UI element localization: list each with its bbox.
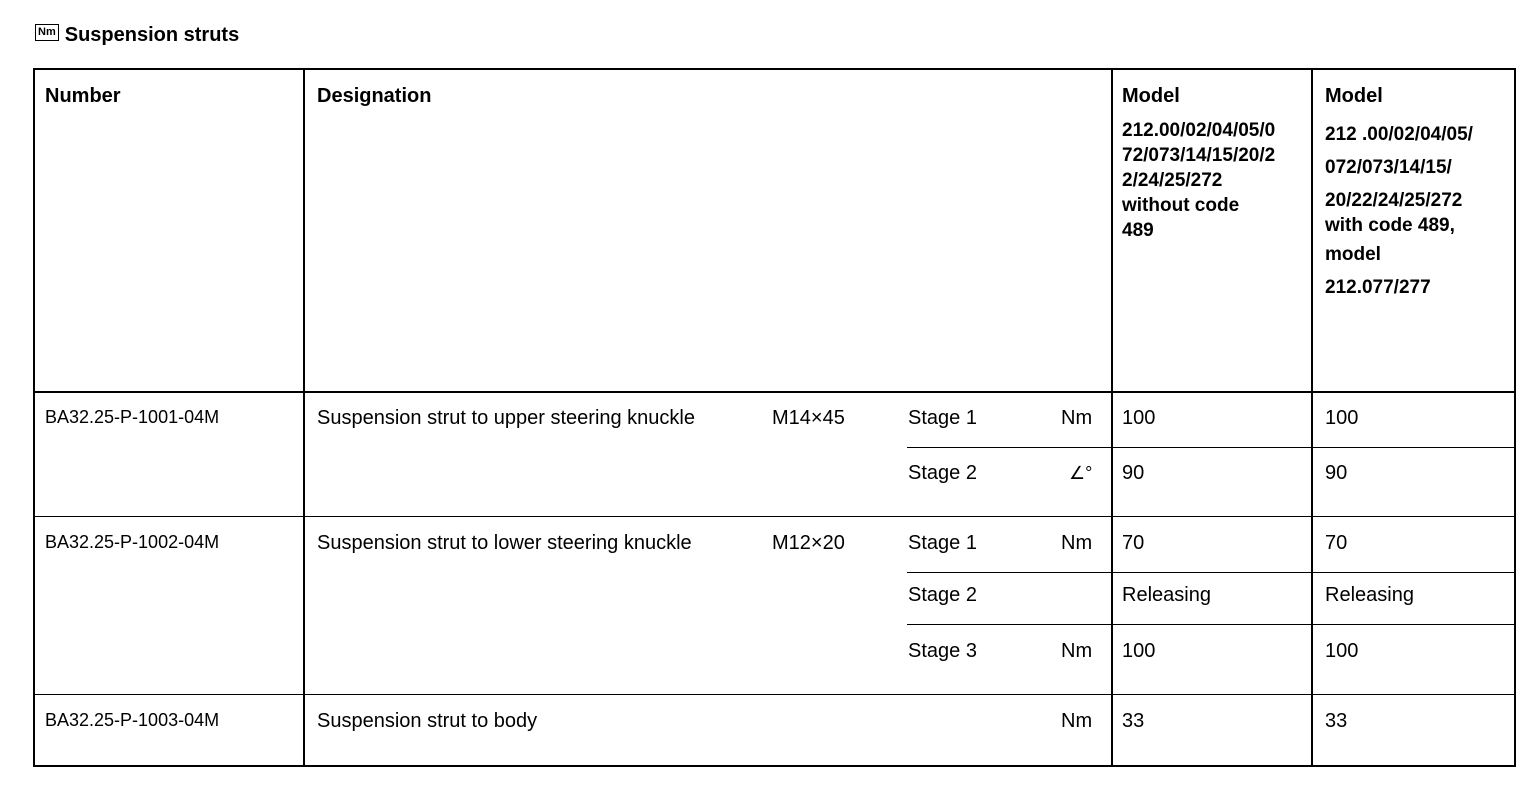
header-model-1: Model	[1122, 85, 1180, 107]
model-2-value: 100	[1325, 640, 1359, 662]
header-number: Number	[45, 85, 121, 107]
header-model-1-detail	[1122, 118, 1275, 243]
column-divider	[1111, 70, 1113, 765]
model-2-value: 90	[1325, 462, 1348, 484]
unit-label: Nm	[1061, 532, 1093, 554]
model-1-value: 100	[1122, 640, 1156, 662]
torque-table	[33, 68, 1516, 767]
row-divider	[35, 516, 1514, 517]
row-designation: Suspension strut to upper steering knuckle	[317, 407, 695, 429]
stage-label: Stage 2	[908, 462, 977, 484]
page-title: Suspension struts	[64, 23, 240, 46]
model-1-detail-line: 72/073/14/15/20/2	[1122, 145, 1276, 166]
model-1-value: 90	[1122, 462, 1145, 484]
model-1-value: Releasing	[1122, 584, 1211, 606]
header-model-2: Model	[1325, 85, 1383, 107]
row-number: BA32.25-P-1003-04M	[45, 710, 220, 730]
model-2-value: 33	[1325, 710, 1348, 732]
unit-label: Nm	[1061, 640, 1093, 662]
row-divider	[35, 694, 1514, 695]
header-model-2-detail	[1325, 118, 1473, 304]
model-1-detail-line: 212.00/02/04/05/0	[1122, 120, 1276, 141]
row-divider	[907, 572, 1514, 573]
row-thread: M14×45	[772, 407, 845, 429]
row-divider	[907, 447, 1514, 448]
header-divider	[35, 391, 1514, 393]
page-heading	[35, 20, 239, 50]
unit-label: Nm	[1061, 407, 1093, 429]
model-2-detail-line: 212.077/277	[1325, 277, 1431, 298]
model-1-detail-line: without code	[1122, 195, 1240, 216]
model-2-value: 100	[1325, 407, 1359, 429]
model-1-detail-line: 489	[1122, 220, 1154, 241]
model-1-value: 100	[1122, 407, 1156, 429]
row-number: BA32.25-P-1001-04M	[45, 407, 220, 427]
model-2-detail-line: model	[1325, 244, 1381, 265]
model-2-value: Releasing	[1325, 584, 1414, 606]
model-2-detail-line: 072/073/14/15/	[1325, 157, 1452, 178]
model-2-value: 70	[1325, 532, 1348, 554]
model-2-detail-line: 212 .00/02/04/05/	[1325, 124, 1473, 145]
row-number: BA32.25-P-1002-04M	[45, 532, 220, 552]
torque-nm-icon: Nm	[35, 24, 59, 41]
row-designation: Suspension strut to body	[317, 710, 538, 732]
model-1-value: 70	[1122, 532, 1145, 554]
model-2-detail-line: with code 489,	[1325, 215, 1455, 236]
row-thread: M12×20	[772, 532, 845, 554]
angle-unit-icon: ∠°	[1069, 463, 1093, 483]
column-divider	[303, 70, 305, 765]
stage-label: Stage 3	[908, 640, 977, 662]
model-1-value: 33	[1122, 710, 1145, 732]
row-designation: Suspension strut to lower steering knuckle	[317, 532, 692, 554]
model-2-detail-line: 20/22/24/25/272	[1325, 190, 1463, 211]
stage-label: Stage 1	[908, 407, 977, 429]
column-divider	[1311, 70, 1313, 765]
row-divider	[907, 624, 1514, 625]
stage-label: Stage 1	[908, 532, 977, 554]
unit-label: Nm	[1061, 710, 1093, 732]
header-designation: Designation	[317, 85, 432, 107]
stage-label: Stage 2	[908, 584, 977, 606]
model-1-detail-line: 2/24/25/272	[1122, 170, 1223, 191]
